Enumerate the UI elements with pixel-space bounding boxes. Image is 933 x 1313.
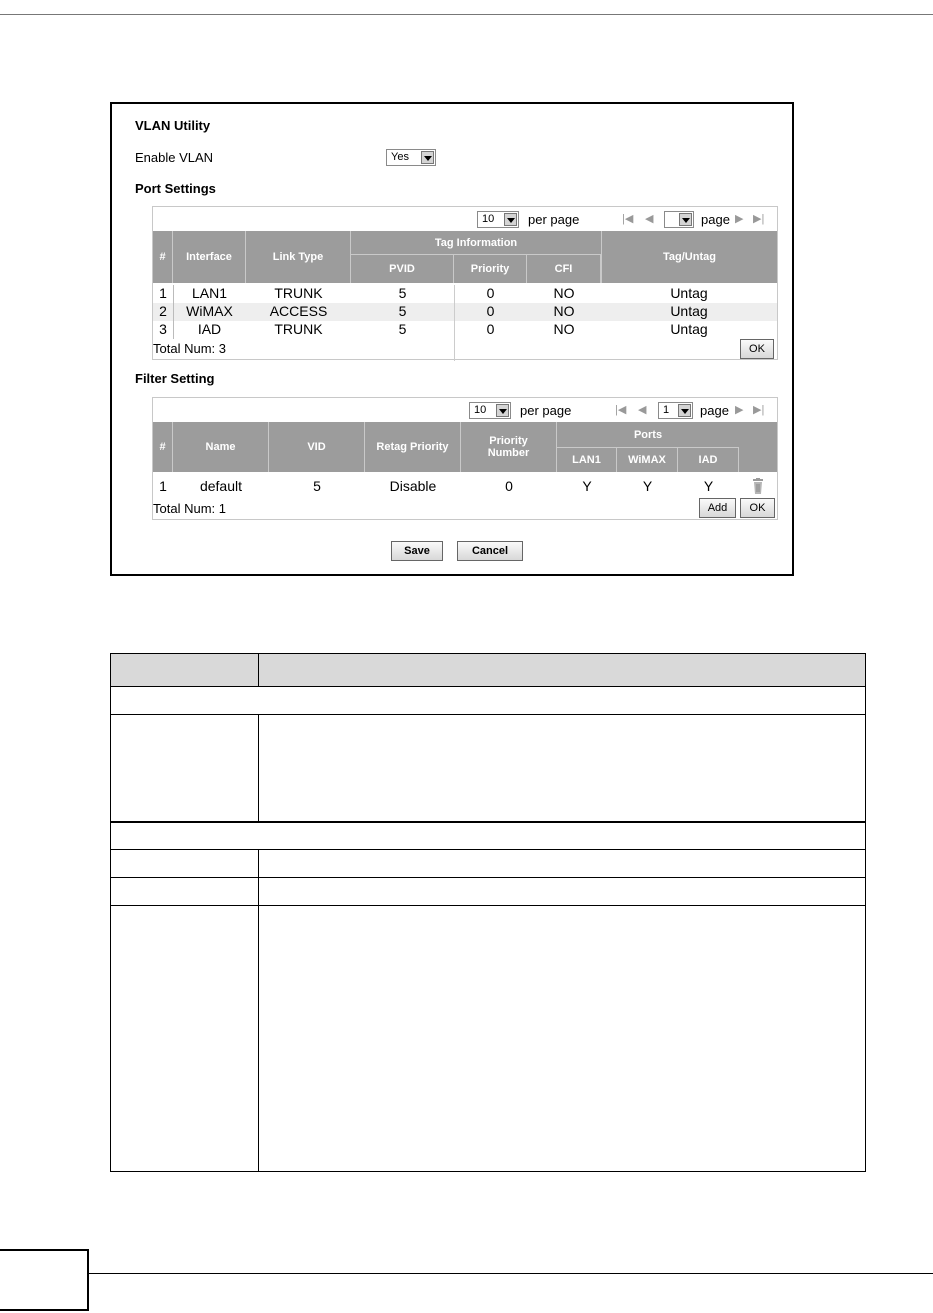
last-page-icon[interactable]: ▶|	[753, 404, 765, 416]
table-row	[111, 905, 865, 1172]
filter-page-select[interactable]	[658, 402, 693, 419]
filter-ok-button[interactable]: OK	[740, 498, 775, 518]
row-cfi: NO	[553, 285, 575, 301]
row-tag: Untag	[670, 285, 708, 301]
col-name: Name	[173, 422, 269, 472]
row-pvid: 5	[398, 285, 407, 301]
row-iad: Y	[703, 478, 714, 494]
table-row[interactable]	[153, 321, 777, 339]
cancel-button[interactable]: Cancel	[457, 541, 523, 561]
table-row	[111, 714, 865, 821]
col-priority: Priority	[454, 255, 527, 283]
col-pvid: PVID	[351, 255, 454, 283]
prev-page-icon[interactable]: ◀	[638, 404, 647, 416]
row-priority: 0	[486, 303, 495, 319]
next-page-icon[interactable]: ▶	[735, 213, 744, 225]
trash-icon[interactable]	[752, 478, 764, 494]
col-vid: VID	[269, 422, 365, 472]
col-iad: IAD	[678, 448, 739, 472]
enable-vlan-select[interactable]	[386, 149, 436, 166]
row-name: default	[199, 478, 243, 494]
row-pvid: 5	[398, 321, 407, 337]
row-pvid: 5	[398, 303, 407, 319]
row-num: 3	[159, 321, 167, 337]
column-divider	[173, 285, 174, 339]
filter-page-value: 1	[663, 404, 670, 416]
row-interface: IAD	[197, 321, 222, 337]
port-per-page-select[interactable]	[477, 211, 519, 228]
col-priority-number: Priority Number	[461, 422, 557, 472]
col-num: #	[153, 422, 173, 472]
row-num: 1	[159, 285, 167, 301]
port-settings-title: Port Settings	[135, 181, 216, 196]
column-divider	[454, 285, 455, 361]
table-row[interactable]	[153, 303, 777, 321]
port-per-page-value: 10	[482, 213, 495, 225]
save-button[interactable]: Save	[391, 541, 443, 561]
col-lan1: LAN1	[557, 448, 617, 472]
add-filter-button[interactable]: Add	[699, 498, 736, 518]
filter-per-page-label: per page	[520, 403, 572, 418]
col-tag-untag: Tag/Untag	[601, 231, 777, 283]
first-page-icon[interactable]: |◀	[615, 404, 627, 416]
filter-total-num: Total Num: 1	[153, 501, 226, 516]
port-page-label: page	[701, 212, 730, 227]
row-interface: LAN1	[191, 285, 228, 301]
next-page-icon[interactable]: ▶	[735, 404, 744, 416]
row-num: 2	[159, 303, 167, 319]
row-cfi: NO	[553, 303, 575, 319]
filter-setting-title: Filter Setting	[135, 371, 215, 386]
filter-per-page-select[interactable]	[469, 402, 511, 419]
row-link-type: ACCESS	[269, 303, 328, 319]
chevron-down-icon	[496, 404, 509, 417]
col-ports: Ports	[557, 422, 739, 448]
chevron-down-icon	[421, 151, 434, 164]
row-tag: Untag	[670, 303, 708, 319]
section-row	[111, 821, 865, 849]
filter-table-header	[153, 422, 777, 472]
chevron-down-icon	[678, 404, 691, 417]
col-interface: Interface	[173, 231, 246, 283]
row-cfi: NO	[553, 321, 575, 337]
enable-vlan-value: Yes	[391, 151, 409, 163]
row-link-type: TRUNK	[274, 321, 323, 337]
row-interface: WiMAX	[186, 303, 233, 319]
port-table-header	[153, 231, 777, 283]
port-settings-table	[152, 206, 778, 360]
column-divider	[258, 714, 259, 821]
col-tag-information: Tag Information	[351, 231, 601, 255]
row-link-type: TRUNK	[274, 285, 323, 301]
row-num: 1	[159, 478, 167, 494]
port-per-page-label: per page	[528, 212, 580, 227]
description-table-header	[111, 654, 865, 686]
row-priority: 0	[486, 285, 495, 301]
chevron-down-icon	[504, 213, 517, 226]
row-priority: 0	[486, 321, 495, 337]
table-row[interactable]	[153, 285, 777, 303]
col-cfi: CFI	[527, 255, 601, 283]
port-total-num: Total Num: 3	[153, 341, 226, 356]
footer-rule	[89, 1273, 933, 1274]
section-row	[111, 686, 865, 714]
description-table	[110, 653, 866, 1172]
row-retag: Disable	[389, 478, 437, 494]
col-retag-priority: Retag Priority	[365, 422, 461, 472]
row-tag: Untag	[670, 321, 708, 337]
chevron-down-icon	[679, 213, 692, 226]
col-link-type: Link Type	[246, 231, 351, 283]
last-page-icon[interactable]: ▶|	[753, 213, 765, 225]
col-wimax: WiMAX	[617, 448, 678, 472]
prev-page-icon[interactable]: ◀	[645, 213, 654, 225]
first-page-icon[interactable]: |◀	[622, 213, 634, 225]
table-row	[111, 849, 865, 877]
port-ok-button[interactable]: OK	[740, 339, 774, 359]
column-divider	[258, 654, 259, 686]
filter-page-label: page	[700, 403, 729, 418]
enable-vlan-label: Enable VLAN	[135, 150, 214, 165]
row-wimax: Y	[642, 478, 653, 494]
filter-setting-table	[152, 397, 778, 520]
page-number-box	[0, 1249, 89, 1311]
row-vid: 5	[313, 478, 321, 494]
vlan-utility-panel	[110, 102, 794, 576]
row-lan1: Y	[582, 478, 592, 494]
col-num: #	[153, 231, 173, 283]
row-priority-number: 0	[505, 478, 513, 494]
filter-per-page-value: 10	[474, 404, 487, 416]
port-page-select[interactable]	[664, 211, 694, 228]
header-rule	[0, 14, 933, 15]
table-row	[111, 877, 865, 905]
column-divider	[258, 849, 259, 1172]
vlan-utility-title: VLAN Utility	[135, 118, 211, 133]
table-row[interactable]	[153, 478, 777, 496]
